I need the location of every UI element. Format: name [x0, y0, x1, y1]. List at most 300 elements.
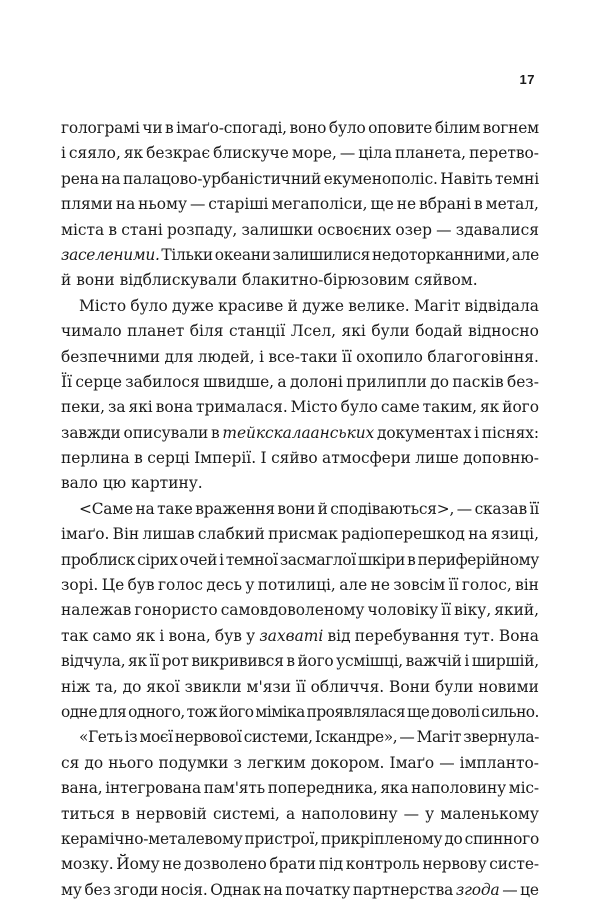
word: тут.: [463, 626, 495, 645]
word: темної: [225, 550, 278, 569]
word: сірих: [137, 550, 178, 569]
word: відвідала: [464, 296, 539, 315]
word: й: [61, 271, 72, 290]
word: в: [134, 449, 143, 468]
word: як: [128, 652, 147, 671]
word: але: [339, 576, 368, 595]
word: у: [246, 626, 256, 645]
word: вони: [76, 271, 115, 290]
word: само: [92, 626, 132, 645]
word: красиве: [218, 296, 284, 315]
word: картину.: [131, 474, 203, 493]
word: описували: [123, 423, 209, 442]
page-number: 17: [519, 72, 535, 87]
word: сяяло,: [68, 144, 121, 163]
word: спинного: [464, 829, 539, 848]
word: сяйво: [271, 449, 318, 468]
word: було: [130, 296, 168, 315]
word: а: [277, 372, 287, 391]
word: на: [468, 525, 488, 544]
word: саме: [380, 398, 420, 417]
word: докором.: [310, 753, 385, 772]
word: її: [441, 601, 452, 620]
word: ньому: [138, 195, 187, 214]
word: чимало: [61, 322, 122, 341]
word: і: [474, 423, 480, 442]
word: він: [515, 576, 539, 595]
text-line: [61, 370, 539, 395]
word: вана,: [61, 779, 103, 798]
word: завжди: [61, 423, 121, 442]
word: Тільки: [161, 245, 213, 264]
word: якої: [146, 677, 180, 696]
word: згода: [455, 880, 500, 899]
word: трималася.: [195, 398, 288, 417]
word: так: [61, 626, 89, 645]
word: і: [159, 626, 165, 645]
word: для: [164, 347, 194, 366]
word: гонористо: [134, 601, 218, 620]
word: ще: [407, 702, 430, 721]
word: як: [479, 398, 500, 417]
word: Її: [61, 372, 73, 391]
word: дозволено: [184, 855, 267, 874]
word: рот: [161, 652, 189, 671]
body-text: [61, 116, 539, 903]
text-line: [61, 700, 539, 725]
word: відблискували: [119, 271, 238, 290]
word: сильно.: [481, 702, 539, 721]
word: на: [101, 169, 121, 188]
word: безпечними: [61, 347, 161, 366]
word: чоловіку: [367, 601, 439, 620]
word: усмішці,: [336, 652, 403, 671]
word: Лсел,: [290, 322, 337, 341]
word: враження: [195, 499, 275, 518]
word: пам'ять: [203, 779, 266, 798]
word: голограмі: [61, 119, 140, 137]
word: заселеними.: [61, 245, 160, 264]
word: на: [135, 499, 155, 518]
word: його: [297, 652, 334, 671]
word: Імперії.: [194, 449, 257, 468]
word: таке: [157, 499, 193, 518]
word: доповню-: [463, 449, 539, 468]
word: як: [135, 626, 156, 645]
text-line: [61, 522, 539, 547]
word: блискуче: [213, 144, 289, 163]
word: засмаглої: [279, 550, 356, 569]
word: екуменополіс.: [323, 169, 438, 188]
word: були: [371, 322, 410, 341]
word: до: [444, 829, 463, 848]
word: як: [123, 144, 144, 163]
word: тейкскалаанських: [222, 423, 375, 442]
word: інтегрована: [105, 779, 202, 798]
word: прикріпленому: [320, 829, 443, 848]
word: перетво-: [469, 144, 539, 163]
word: недоторканними,: [371, 245, 510, 264]
text-line: [61, 471, 539, 496]
text-line: [61, 395, 539, 420]
word: ширшій,: [471, 652, 539, 671]
word: лишав: [142, 525, 195, 544]
word: які: [341, 322, 366, 341]
word: пристрої,: [244, 829, 319, 848]
word: легким: [246, 753, 306, 772]
word: —: [439, 753, 455, 772]
word: піснях:: [481, 423, 539, 442]
word: належав: [61, 601, 132, 620]
word: для: [98, 702, 127, 721]
word: попередника,: [267, 779, 378, 798]
word: мегаполіси,: [271, 195, 368, 214]
word: таким,: [422, 398, 477, 417]
word: за: [108, 398, 126, 417]
word: в: [211, 423, 220, 442]
word: початку: [285, 880, 351, 899]
word: стані: [121, 220, 163, 239]
word: мозку.: [61, 855, 114, 874]
word: її: [448, 576, 459, 595]
word: потилиці,: [257, 576, 336, 595]
word: Йому: [116, 855, 160, 874]
word: атмосфери: [322, 449, 411, 468]
word: її: [529, 499, 539, 518]
word: зорі.: [61, 576, 99, 595]
text-line: [61, 649, 539, 674]
word: віку,: [454, 601, 492, 620]
word: вона: [155, 398, 193, 417]
word: голос,: [461, 576, 512, 595]
word: бодай: [415, 322, 463, 341]
word: —: [403, 804, 420, 823]
word: голос: [157, 576, 203, 595]
word: десь: [206, 576, 242, 595]
word: а: [286, 804, 296, 823]
word: сказав: [474, 499, 527, 518]
word: перлина: [61, 449, 130, 468]
word: все-таки: [268, 347, 338, 366]
word: Він: [112, 525, 140, 544]
text-line: [61, 497, 539, 522]
word: освоєних: [317, 220, 392, 239]
word: нього: [108, 753, 154, 772]
word: моєї: [139, 728, 173, 747]
word: Однак: [210, 880, 261, 899]
word: метал,: [485, 195, 539, 214]
word: серце: [75, 372, 122, 391]
word: Іскандре»,: [314, 728, 398, 747]
word: станції: [228, 322, 286, 341]
word: вона,: [168, 626, 211, 645]
word: лише: [415, 449, 459, 468]
word: людей,: [197, 347, 255, 366]
word: сяйвом.: [414, 271, 478, 290]
word: Місто: [290, 398, 338, 417]
word: без-: [506, 372, 539, 391]
text-line: [61, 446, 539, 471]
word: до: [84, 753, 104, 772]
word: не: [370, 576, 390, 595]
word: під: [318, 855, 343, 874]
word: велике.: [348, 296, 410, 315]
word: і: [464, 652, 470, 671]
word: важчій: [405, 652, 462, 671]
word: Магіт: [416, 728, 461, 747]
word: І: [260, 449, 267, 468]
word: планета,: [394, 144, 467, 163]
text-line: [61, 141, 539, 166]
word: був: [214, 626, 242, 645]
word: які: [128, 398, 153, 417]
word: яка: [380, 779, 409, 798]
word: —: [456, 499, 472, 518]
word: й: [287, 296, 298, 315]
word: «Геть: [79, 728, 123, 747]
word: м'язи: [246, 677, 292, 696]
word: її: [341, 347, 352, 366]
word: було: [340, 398, 378, 417]
word: документах: [376, 423, 472, 442]
word: забилося: [125, 372, 200, 391]
word: доволі: [431, 702, 480, 721]
word: —: [339, 144, 356, 163]
word: титься: [61, 804, 115, 823]
word: залишилися: [272, 245, 371, 264]
word: одне: [61, 702, 97, 721]
word: Це: [101, 576, 125, 595]
word: міс-: [508, 779, 539, 798]
word: воно: [289, 119, 327, 137]
text-line: [61, 192, 539, 217]
word: радіоперешкод: [341, 525, 465, 544]
word: керамічно-металевому: [61, 829, 243, 848]
word: системі,: [213, 804, 280, 823]
word: —: [189, 195, 206, 214]
text-line: [61, 167, 539, 192]
word: з: [233, 753, 242, 772]
word: викривився: [191, 652, 284, 671]
word: темні: [494, 169, 539, 188]
word: розпаду,: [166, 220, 238, 239]
text-line: [61, 319, 539, 344]
word: вогнем: [482, 119, 539, 137]
word: цю: [102, 474, 127, 493]
word: але: [511, 245, 539, 264]
word: безкрає: [146, 144, 211, 163]
word: вони: [277, 499, 316, 518]
word: в: [108, 220, 118, 239]
word: без: [84, 880, 111, 899]
word: імаґо-спогаді,: [176, 119, 287, 137]
text-line: [61, 827, 539, 852]
word: і: [61, 144, 66, 163]
word: імпланто-: [459, 753, 539, 772]
word: на: [115, 195, 136, 214]
word: слабкий: [197, 525, 265, 544]
word: маленькому: [440, 804, 539, 823]
word: ся: [61, 753, 80, 772]
word: на: [263, 880, 283, 899]
text-line: [61, 725, 539, 750]
word: систе-: [489, 855, 539, 874]
text-line: [61, 878, 539, 903]
word: подумки: [158, 753, 229, 772]
word: тож: [186, 702, 217, 721]
word: Вона: [498, 626, 539, 645]
word: в: [407, 550, 416, 569]
word: блакитно-бірюзовим: [242, 271, 410, 290]
word: долоні: [289, 372, 343, 391]
word: Магіт: [413, 296, 461, 315]
word: плями: [61, 195, 113, 214]
word: нервову: [422, 855, 487, 874]
word: не: [162, 855, 182, 874]
word: ніж: [61, 677, 91, 696]
word: ще: [370, 195, 394, 214]
word: нервовій: [135, 804, 207, 823]
word: оповите: [368, 119, 433, 137]
word: новими: [478, 677, 539, 696]
word: палацово-урбаністичний: [122, 169, 322, 188]
text-line: [61, 218, 539, 243]
word: обличчя.: [310, 677, 385, 696]
word: перебування: [354, 626, 460, 645]
word: у: [245, 576, 255, 595]
word: <Саме: [79, 499, 133, 518]
word: та,: [95, 677, 118, 696]
text-line: [61, 268, 539, 293]
word: в: [286, 652, 295, 671]
word: серці: [147, 449, 190, 468]
word: і: [219, 550, 224, 569]
word: до: [122, 677, 142, 696]
word: звикли: [184, 677, 242, 696]
text-line: [61, 624, 539, 649]
word: який,: [494, 601, 539, 620]
word: контроль: [345, 855, 420, 874]
word: її: [295, 677, 306, 696]
text-line: [61, 852, 539, 877]
text-line: [61, 345, 539, 370]
word: біля: [189, 322, 224, 341]
word: Вони: [389, 677, 431, 696]
word: був: [127, 576, 155, 595]
word: в: [474, 195, 483, 214]
word: до: [430, 372, 450, 391]
word: му: [61, 880, 82, 899]
text-line: [61, 776, 539, 801]
word: згоди: [113, 880, 159, 899]
word: сподіваються>,: [330, 499, 455, 518]
word: її: [149, 652, 160, 671]
word: —: [399, 728, 415, 747]
word: здавалися: [455, 220, 539, 239]
word: рена: [61, 169, 99, 188]
word: у: [425, 804, 435, 823]
word: дуже: [302, 296, 344, 315]
text-line: [61, 294, 539, 319]
text-line: [61, 675, 539, 700]
word: були: [435, 677, 474, 696]
text-line: [61, 548, 539, 573]
word: чи: [142, 119, 163, 137]
text-line: [61, 421, 539, 446]
word: —: [502, 880, 518, 899]
word: це: [520, 880, 539, 899]
word: озер: [395, 220, 432, 239]
word: і: [259, 347, 265, 366]
word: білим: [434, 119, 481, 137]
word: Імаґо: [389, 753, 435, 772]
word: наполовину: [301, 804, 398, 823]
word: благоговіння.: [427, 347, 539, 366]
word: відносно: [468, 322, 539, 341]
word: не: [396, 195, 417, 214]
word: від: [327, 626, 351, 645]
word: периферійному: [417, 550, 539, 569]
word: брати: [269, 855, 316, 874]
word: океани: [214, 245, 271, 264]
word: захваті: [259, 626, 324, 645]
word: нервової: [174, 728, 242, 747]
word: міміка: [255, 702, 305, 721]
word: наполовину: [411, 779, 507, 798]
word: пеки,: [61, 398, 106, 417]
word: одного,: [128, 702, 185, 721]
word: в: [165, 119, 174, 137]
word: язиці,: [490, 525, 539, 544]
word: й: [317, 499, 328, 518]
word: вало: [61, 474, 98, 493]
word: дуже: [172, 296, 214, 315]
word: його: [218, 702, 254, 721]
word: Навіть: [440, 169, 493, 188]
word: прилипли: [346, 372, 427, 391]
text-line: [61, 243, 539, 268]
text-line: [61, 116, 539, 141]
word: носія.: [160, 880, 208, 899]
word: із: [124, 728, 138, 747]
word: проблиск: [61, 550, 135, 569]
word: старіші: [208, 195, 269, 214]
word: зовсім: [393, 576, 446, 595]
word: очей: [179, 550, 217, 569]
text-line: [61, 598, 539, 623]
word: присмак: [268, 525, 338, 544]
word: відчула,: [61, 652, 126, 671]
word: —: [436, 220, 452, 239]
word: партнерства: [352, 880, 454, 899]
word: було: [328, 119, 366, 137]
word: самовдоволеному: [220, 601, 365, 620]
word: швидше,: [203, 372, 275, 391]
text-line: [61, 751, 539, 776]
word: його: [502, 398, 539, 417]
word: море,: [291, 144, 337, 163]
text-line: [61, 573, 539, 598]
word: Місто: [79, 296, 127, 315]
word: залишки: [241, 220, 314, 239]
word: імаґо.: [61, 525, 110, 544]
word: пасків: [452, 372, 504, 391]
word: шкіри: [357, 550, 405, 569]
word: міста: [61, 220, 105, 239]
word: вбрані: [419, 195, 472, 214]
word: проявлялася: [306, 702, 406, 721]
word: планет: [127, 322, 185, 341]
